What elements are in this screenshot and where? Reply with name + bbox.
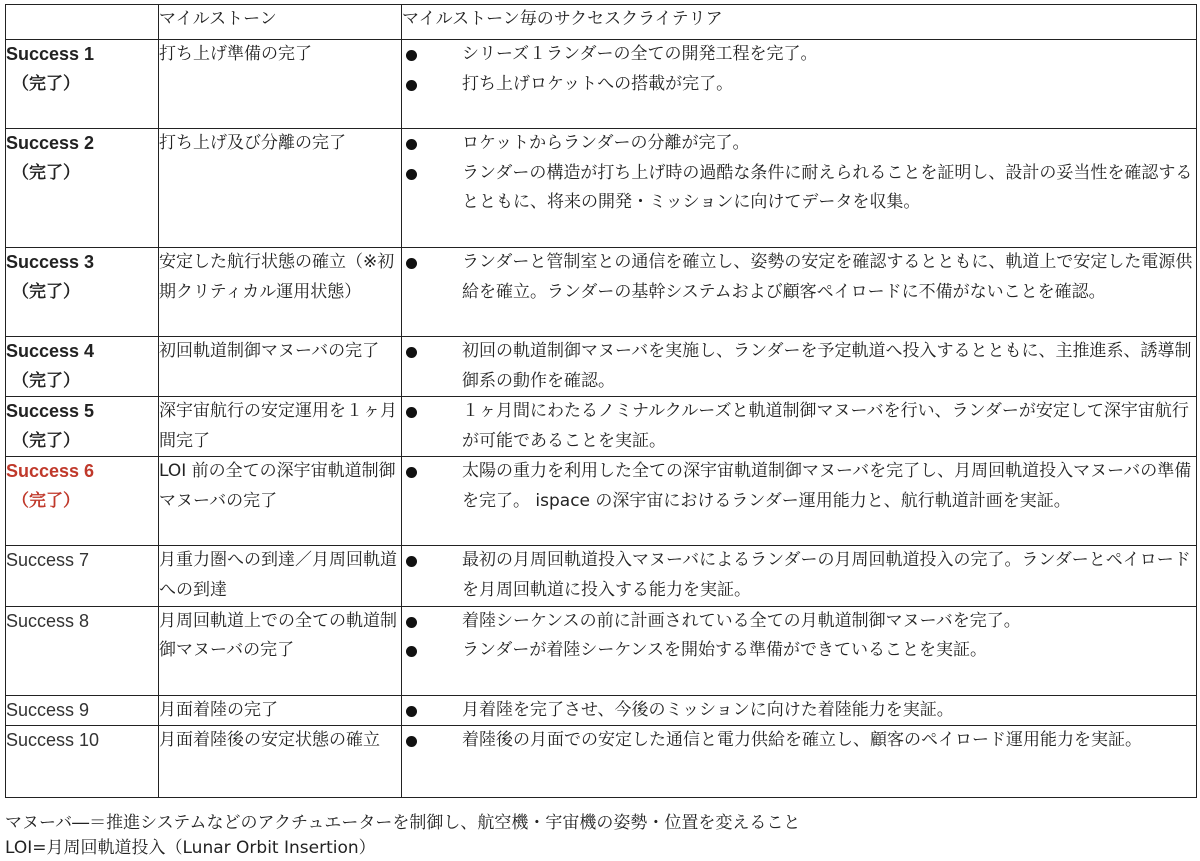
header-criteria: マイルストーン毎のサクセスクライテリア <box>402 5 1197 40</box>
criteria-list <box>402 129 1196 218</box>
table-row <box>6 695 1197 726</box>
criteria-item: 着陸後の月面での安定した通信と電力供給を確立し、顧客のペイロード運用能力を実証。 <box>402 726 1196 756</box>
criteria-cell <box>402 129 1197 248</box>
success-criteria-table <box>5 4 1197 798</box>
criteria-item: 初回の軌道制御マヌーバを実施し、ランダーを予定軌道へ投入するとともに、主推進系、誘導制御系の動作を確認。 <box>402 337 1196 396</box>
footnote-maneuver: マヌーバ―＝推進システムなどのアクチュエーターを制御し、航空機・宇宙機の姿勢・位置を変えること <box>5 813 801 833</box>
milestone-cell: 月面着陸の完了 <box>159 695 402 726</box>
milestone-cell: LOI 前の全ての深宇宙軌道制御マヌーバの完了 <box>159 457 402 546</box>
success-cell <box>6 695 159 726</box>
milestone-cell: 打ち上げ及び分離の完了 <box>159 129 402 248</box>
success-cell <box>6 129 159 248</box>
success-cell <box>6 726 159 798</box>
table-row <box>6 397 1197 457</box>
success-name: Success 3 <box>6 252 95 272</box>
criteria-list <box>402 726 1196 756</box>
criteria-cell <box>402 546 1197 606</box>
criteria-list <box>402 40 1196 99</box>
criteria-cell <box>402 726 1197 798</box>
header-milestone: マイルストーン <box>159 5 402 40</box>
status-label: （完了） <box>12 430 80 451</box>
criteria-list <box>402 696 1196 726</box>
footnote-loi: LOI=月周回軌道投入（Lunar Orbit Insertion） <box>5 838 376 858</box>
criteria-item: 打ち上げロケットへの搭載が完了。 <box>402 70 1196 100</box>
success-name: Success 10 <box>6 730 100 751</box>
success-name: Success 7 <box>6 550 90 571</box>
header-success <box>6 5 159 40</box>
success-cell <box>6 248 159 337</box>
success-cell <box>6 606 159 695</box>
criteria-item: 最初の月周回軌道投入マヌーバによるランダーの月周回軌道投入の完了。ランダーとペイロードを月周回軌道に投入する能力を実証。 <box>402 546 1196 605</box>
table-row <box>6 606 1197 695</box>
criteria-item: ロケットからランダーの分離が完了。 <box>402 129 1196 159</box>
criteria-cell <box>402 40 1197 129</box>
criteria-cell <box>402 457 1197 546</box>
success-cell <box>6 337 159 397</box>
criteria-cell <box>402 248 1197 337</box>
success-name: Success 6 <box>6 461 95 482</box>
success-cell <box>6 397 159 457</box>
criteria-list <box>402 248 1196 307</box>
criteria-list <box>402 397 1196 456</box>
criteria-item: シリーズ１ランダーの全ての開発工程を完了。 <box>402 40 1196 70</box>
success-cell <box>6 457 159 546</box>
success-cell <box>6 40 159 129</box>
table-row <box>6 40 1197 129</box>
success-name: Success 1 <box>6 44 95 64</box>
table-row <box>6 726 1197 798</box>
criteria-list <box>402 546 1196 605</box>
success-name: Success 5 <box>6 401 95 422</box>
criteria-item: ランダーと管制室との通信を確立し、姿勢の安定を確認するとともに、軌道上で安定した電源供給を確立。ランダーの基幹システムおよび顧客ペイロードに不備がないことを確認。 <box>402 248 1196 307</box>
success-name: Success 4 <box>6 341 95 361</box>
table-row <box>6 457 1197 546</box>
milestone-cell: 安定した航行状態の確立（※初期クリティカル運用状態） <box>159 248 402 337</box>
status-label: （完了） <box>12 73 80 94</box>
milestone-cell: 月重力圏への到達／月周回軌道への到達 <box>159 546 402 606</box>
criteria-cell <box>402 397 1197 457</box>
table-row <box>6 248 1197 337</box>
status-label: （完了） <box>12 162 80 183</box>
table-row <box>6 546 1197 606</box>
status-label: （完了） <box>12 490 80 511</box>
milestone-cell: 初回軌道制御マヌーバの完了 <box>159 337 402 397</box>
milestone-cell: 打ち上げ準備の完了 <box>159 40 402 129</box>
status-label: （完了） <box>12 281 80 302</box>
table-row <box>6 337 1197 397</box>
criteria-item: ランダーの構造が打ち上げ時の過酷な条件に耐えられることを証明し、設計の妥当性を確認するとともに、将来の開発・ミッションに向けてデータを収集。 <box>402 159 1196 218</box>
criteria-item: 着陸シーケンスの前に計画されている全ての月軌道制御マヌーバを完了。 <box>402 607 1196 637</box>
success-cell <box>6 546 159 606</box>
criteria-list <box>402 457 1196 516</box>
success-name: Success 2 <box>6 133 95 153</box>
table-header-row <box>6 5 1197 40</box>
criteria-list <box>402 337 1196 396</box>
status-label: （完了） <box>12 370 80 391</box>
criteria-list <box>402 607 1196 666</box>
criteria-cell <box>402 695 1197 726</box>
milestone-cell: 月周回軌道上での全ての軌道制御マヌーバの完了 <box>159 606 402 695</box>
criteria-item: 月着陸を完了させ、今後のミッションに向けた着陸能力を実証。 <box>402 696 1196 726</box>
criteria-cell <box>402 337 1197 397</box>
milestone-cell: 深宇宙航行の安定運用を１ヶ月間完了 <box>159 397 402 457</box>
success-name: Success 9 <box>6 699 90 720</box>
criteria-cell <box>402 606 1197 695</box>
criteria-item: 太陽の重力を利用した全ての深宇宙軌道制御マヌーバを完了し、月周回軌道投入マヌーバの準備を完了。 ispace の深宇宙におけるランダー運用能力と、航行軌道計画を実証。 <box>402 457 1196 516</box>
criteria-item: ランダーが着陸シーケンスを開始する準備ができていることを実証。 <box>402 636 1196 666</box>
milestone-cell: 月面着陸後の安定状態の確立 <box>159 726 402 798</box>
success-name: Success 8 <box>6 610 90 631</box>
table-row <box>6 129 1197 248</box>
criteria-item: １ヶ月間にわたるノミナルクルーズと軌道制御マヌーバを行い、ランダーが安定して深宇宙航行が可能であることを実証。 <box>402 397 1196 456</box>
